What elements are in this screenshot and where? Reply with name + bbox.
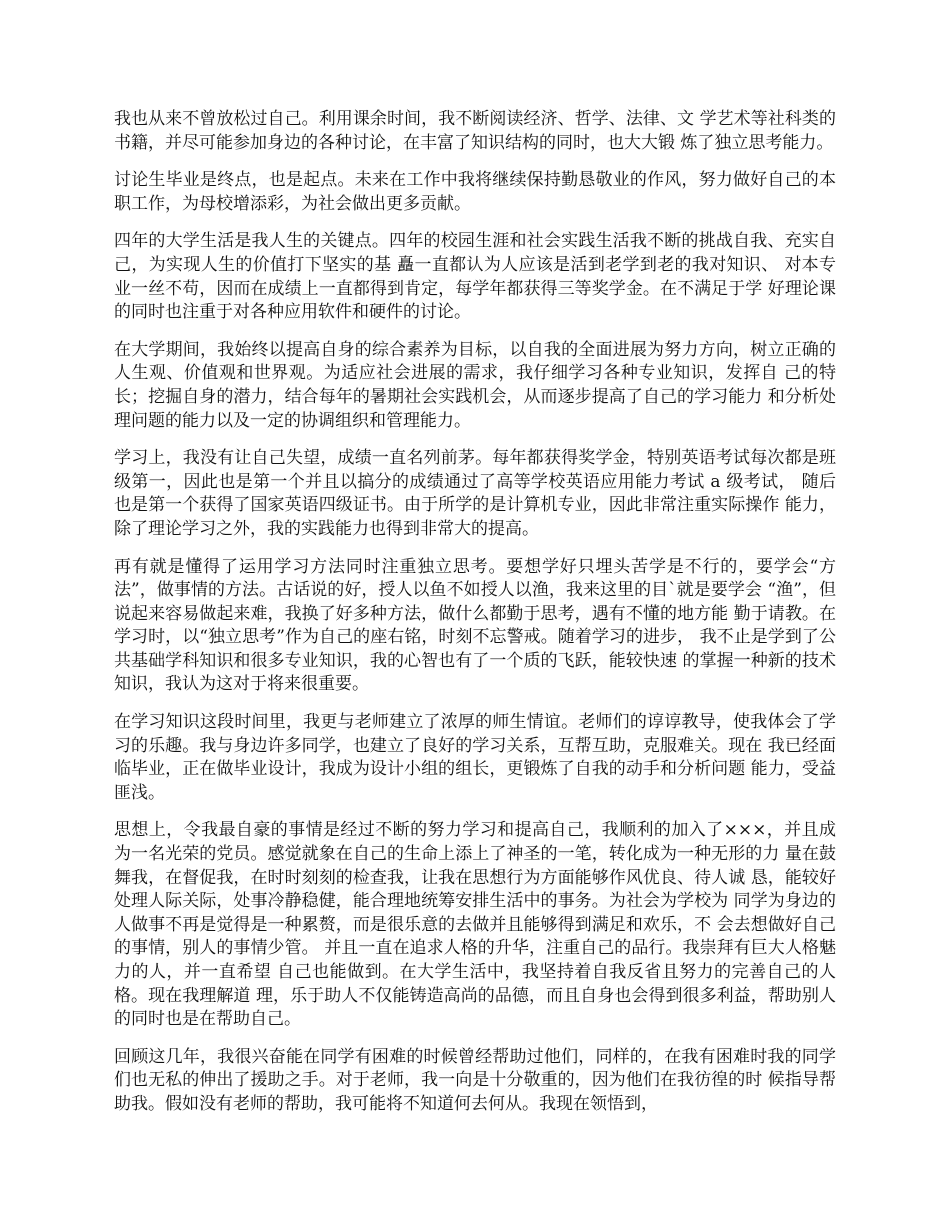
paragraph-9: 回顾这几年，我很兴奋能在同学有困难的时候曾经帮助过他们，同样的，在我有困难时我的同学们也无私的伸出了援助之手。对于老师，我一向是十分敬重的，因为他们在我彷徨的时 候指导帮助我。假如没有老师的帮助，我可能将不知道何去何从。我现在领悟到，	[114, 1046, 836, 1114]
paragraph-8: 思想上，令我最自豪的事情是经过不断的努力学习和提高自己，我顺利的加入了×××，并且成为一名光荣的党员。感觉就象在自己的生命上添上了神圣的一笔，转化成为一种无形的力 量在鼓舞我，在督促我，在时时刻刻的检查我，让我在思想行为方面能够作风优良、待人诚 恳，能较好处理人际关际，处事冷静稳健，能合理地统筹安排生活中的事务。为社会为学校为 同学为身边的人做事不再是觉得是一种累赘，而是很乐意的去做并且能够得到满足和欢乐，不 会去想做好自己的事情，别人的事情少管。 并且一直在追求人格的升华，注重自己的品行。我崇拜有巨大人格魅力的人，并一直希望 自己也能做到。在大学生活中，我坚持着自我反省且努力的完善自己的人格。现在我理解道 理，乐于助人不仅能铸造高尚的品德，而且自身也会得到很多利益，帮助别人的同时也是在帮助自己。	[114, 820, 836, 1030]
paragraph-7: 在学习知识这段时间里，我更与老师建立了浓厚的师生情谊。老师们的谆谆教导，使我体会了学习的乐趣。我与身边许多同学，也建立了良好的学习关系，互帮互助，克服难关。现在 我已经面临毕业，正在做毕业设计，我成为设计小组的组长，更锻炼了自我的动手和分析问题 能力，受益匪浅。	[114, 712, 836, 803]
paragraph-5: 学习上，我没有让自己失望，成绩一直名列前茅。每年都获得奖学金，特别英语考试每次都是班级第一，因此也是第一个并且以搞分的成绩通过了高等学校英语应用能力考试 a 级考试， 随后也是第一个获得了国家英语四级证书。由于所学的是计算机专业，因此非常注重实际操作 能力，除了理论学习之外，我的实践能力也得到非常大的提高。	[114, 448, 836, 539]
paragraph-4: 在大学期间，我始终以提高自身的综合素养为目标，以自我的全面进展为努力方向，树立正确的人生观、价值观和世界观。为适应社会进展的需求，我仔细学习各种专业知识，发挥自 己的特长；挖掘自身的潜力，结合每年的暑期社会实践机会，从而逐步提高了自己的学习能力 和分析处理问题的能力以及一定的协调组织和管理能力。	[114, 339, 836, 431]
paragraph-1: 我也从来不曾放松过自己。利用课余时间，我不断阅读经济、哲学、法律、文 学艺术等社科类的书籍，并尽可能参加身边的各种讨论，在丰富了知识结构的同时，也大大锻 炼了独立思考能力。	[114, 109, 836, 153]
document-body	[114, 108, 836, 1131]
paragraph-3: 四年的大学生活是我人生的关键点。四年的校园生涯和社会实践生活我不断的挑战自我、充实自己，为实现人生的价值打下坚实的基 矗一直都认为人应该是活到老学到老的我对知识、 对本专业一丝不苟，因而在成绩上一直都得到肯定，每学年都获得三等奖学金。在不满足于学 好理论课的同时也注重于对各种应用软件和硬件的讨论。	[114, 231, 836, 323]
paragraph-2: 讨论生毕业是终点，也是起点。未来在工作中我将继续保持勤恳敬业的作风，努力做好自己的本职工作，为母校增添彩，为社会做出更多贡献。	[114, 170, 836, 214]
paragraph-6: 再有就是懂得了运用学习方法同时注重独立思考。要想学好只埋头苦学是不行的，要学会“方法”，做事情的方法。古话说的好，授人以鱼不如授人以渔，我来这里的目`就是要学会 “渔”，但说起来容易做起来难，我换了好多种方法，做什么都勤于思考，遇有不懂的地方能 勤于请教。在学习时，以“独立思考”作为自己的座右铭，时刻不忘警戒。随着学习的进步， 我不止是学到了公共基础学科知识和很多专业知识，我的心智也有了一个质的飞跃，能较快速 的掌握一种新的技术知识，我认为这对于将来很重要。	[114, 556, 836, 695]
